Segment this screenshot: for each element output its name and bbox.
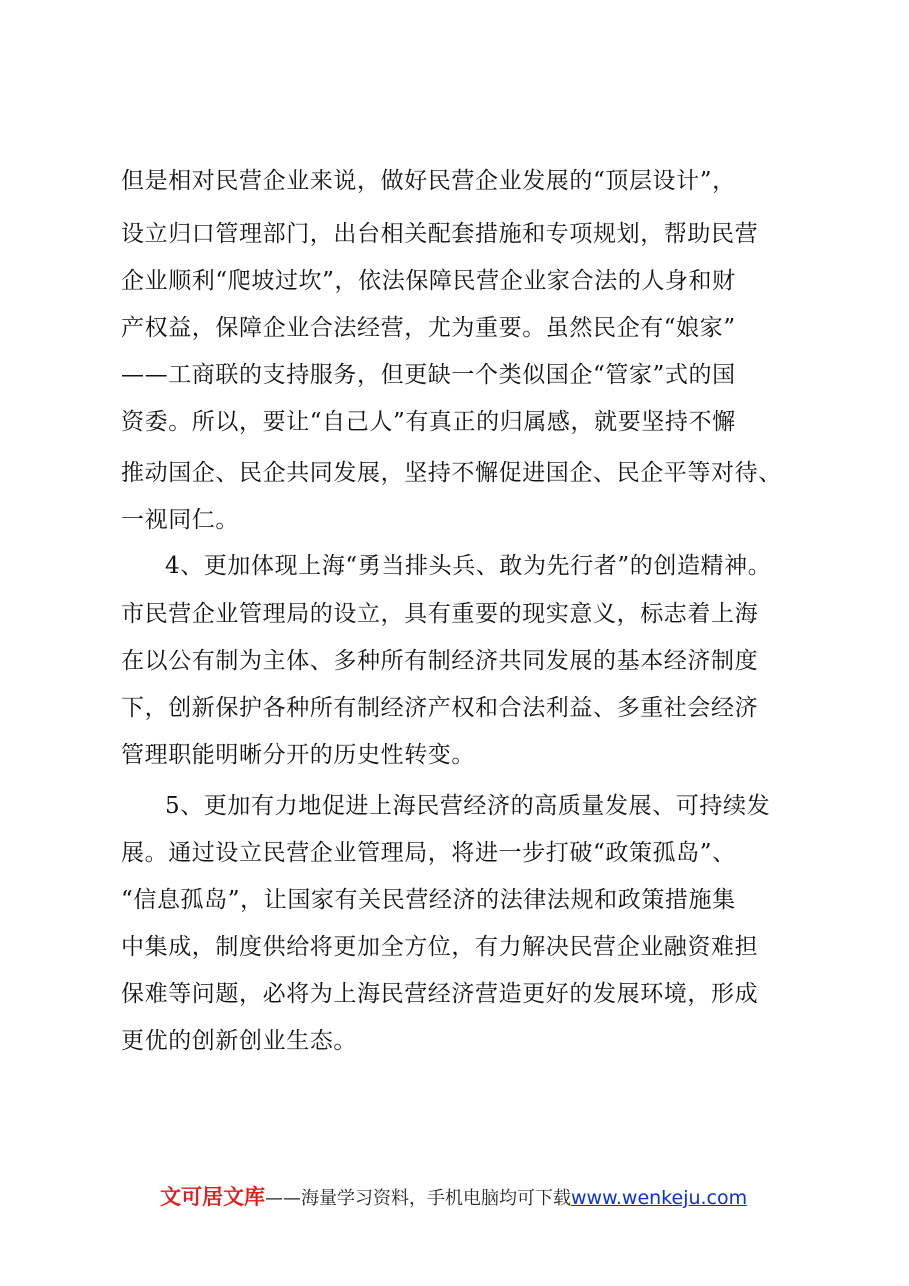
footer-brand: 文可居文库 [160, 1185, 265, 1209]
paragraph-line: 展。通过设立民营企业管理局，将进一步打破“政策孤岛”、 [121, 840, 736, 866]
paragraph-line: 设立归口管理部门，出台相关配套措施和专项规划，帮助民营 [121, 221, 759, 247]
paragraph-line: 产权益，保障企业合法经营，尤为重要。虽然民企有“娘家” [121, 315, 736, 341]
paragraph-line: 一视同仁。 [121, 507, 239, 533]
paragraph-line: 市民营企业管理局的设立，具有重要的现实意义，标志着上海 [121, 601, 759, 627]
paragraph-line: 5、更加有力地促进上海民营经济的高质量发展、可持续发 [165, 793, 771, 819]
paragraph-line: 企业顺利“爬坡过坎”，依法保障民营企业家合法的人身和财 [121, 268, 736, 294]
paragraph-line: “信息孤岛”，让国家有关民营经济的法律法规和政策措施集 [121, 887, 736, 913]
paragraph-line: 保难等问题，必将为上海民营经济营造更好的发展环境，形成 [121, 981, 759, 1007]
footer-url-link[interactable]: www.wenkeju.com [571, 1187, 748, 1209]
paragraph-line: 中集成，制度供给将更加全方位，有力解决民营企业融资难担 [121, 934, 759, 960]
paragraph-line: 在以公有制为主体、多种所有制经济共同发展的基本经济制度 [121, 648, 759, 674]
paragraph-line: ——工商联的支持服务，但更缺一个类似国企“管家”式的国 [121, 362, 736, 388]
paragraph-line: 但是相对民营企业来说，做好民营企业发展的“顶层设计”， [121, 168, 736, 194]
footer-banner [160, 1181, 747, 1211]
paragraph-line: 推动国企、民企共同发展，坚持不懈促进国企、民企平等对待、 [121, 460, 782, 486]
paragraph-line: 管理职能明晰分开的历史性转变。 [121, 742, 475, 768]
paragraph-line: 4、更加体现上海“勇当排头兵、敢为先行者”的创造精神。 [165, 553, 772, 579]
paragraph-line: 下，创新保护各种所有制经济产权和合法利益、多重社会经济 [121, 695, 759, 721]
footer-slogan: ——海量学习资料，手机电脑均可下载 [265, 1188, 571, 1209]
paragraph-line: 更优的创新创业生态。 [121, 1028, 357, 1054]
paragraph-line: 资委。所以，要让“自己人”有真正的归属感，就要坚持不懈 [121, 409, 736, 435]
